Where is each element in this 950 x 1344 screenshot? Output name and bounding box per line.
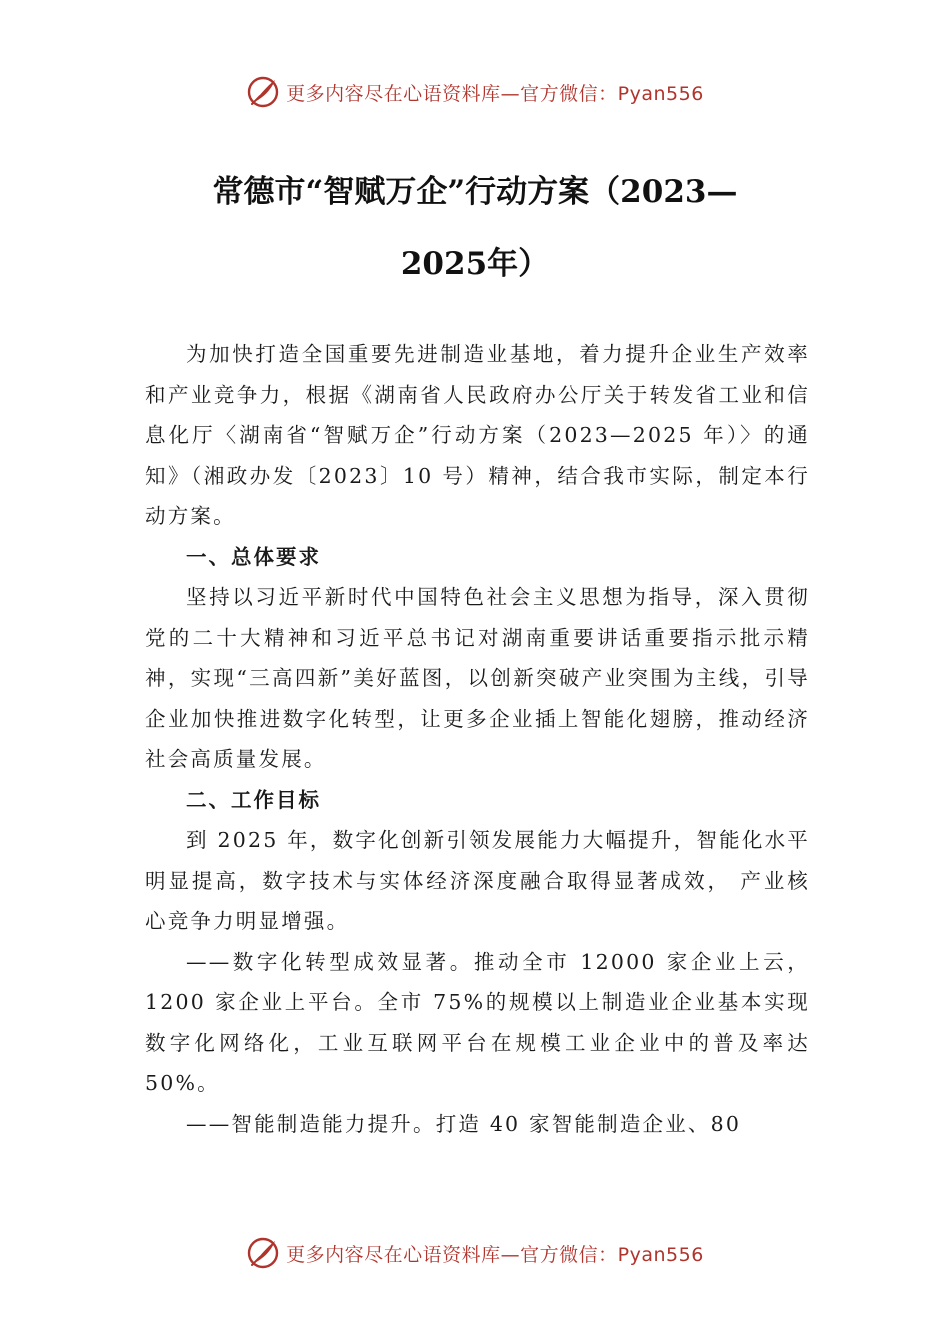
section-heading-overall-requirements: 一、总体要求 — [186, 544, 321, 569]
watermark-footer — [0, 1233, 950, 1273]
document-title-line-2: 2025年） — [400, 246, 550, 282]
watermark-text: 更多内容尽在心语资料库—官方微信：Pyan556 — [286, 1243, 704, 1266]
goal-digital-transformation-paragraph: ——数字化转型成效显著。推动全市 12000 家企业上云，1200 家企业上平台。全市 75%的规模以上制造业企业基本实现数字化网络化，工业互联网平台在规模工业企业中的普及率达 50%。 — [145, 949, 810, 1095]
watermark-header — [0, 72, 950, 112]
document-title-line-1: 常德市“智赋万企”行动方案（2023— — [212, 174, 738, 210]
overall-requirements-paragraph: 坚持以习近平新时代中国特色社会主义思想为指导，深入贯彻党的二十大精神和习近平总书记对湖南重要讲话重要指示批示精神，实现“三高四新”美好蓝图，以创新突破产业突围为主线，引导企业加快推进数字化转型，让更多企业插上智能化翅膀，推动经济社会高质量发展。 — [145, 585, 810, 771]
feather-quill-circle-icon — [246, 1236, 280, 1270]
intro-paragraph: 为加快打造全国重要先进制造业基地，着力提升企业生产效率和产业竞争力，根据《湖南省人民政府办公厅关于转发省工业和信息化厅〈湖南省“智赋万企”行动方案（2023—2025 年）〉的通知》（湘政办发〔2023〕10 号）精神，结合我市实际，制定本行动方案。 — [145, 342, 810, 528]
goal-intelligent-manufacturing-paragraph: ——智能制造能力提升。打造 40 家智能制造企业、80 — [186, 1111, 742, 1136]
watermark-text: 更多内容尽在心语资料库—官方微信：Pyan556 — [286, 82, 704, 105]
section-heading-work-goals: 二、工作目标 — [186, 787, 321, 812]
document-body — [145, 334, 810, 1144]
feather-quill-circle-icon — [246, 75, 280, 109]
work-goals-paragraph: 到 2025 年，数字化创新引领发展能力大幅提升，智能化水平明显提高，数字技术与实体经济深度融合取得显著成效， 产业核心竞争力明显增强。 — [145, 828, 810, 933]
